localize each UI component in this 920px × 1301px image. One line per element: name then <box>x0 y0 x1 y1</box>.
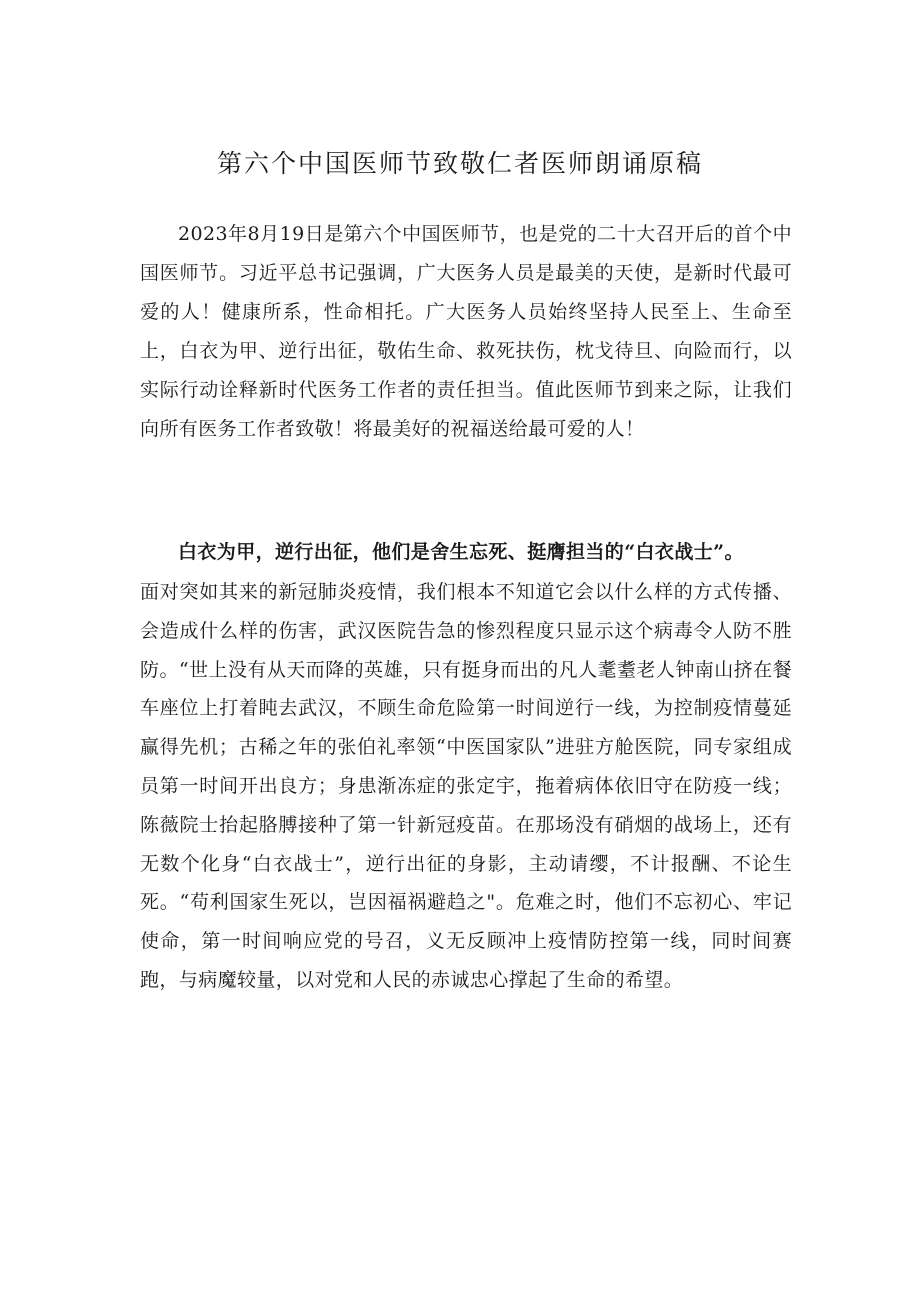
document-title: 第六个中国医师节致敬仁者医师朗诵原稿 <box>216 149 703 178</box>
intro-paragraph: 2023年8月19日是第六个中国医师节，也是党的二十大召开后的首个中国医师节。习近平总书记强调，广大医务人员是最美的天使，是新时代最可爱的人！健康所系，性命相托。广大医务人员始终坚持人民至上、生命至上，白衣为甲、逆行出征，敬佑生命、救死扶伤，枕戈待旦、向险而行，以实际行动诠释新时代医务工作者的责任担当。值此医师节到来之际，让我们向所有医务工作者致敬！将最美好的祝福送给最可爱的人！ <box>140 223 792 440</box>
section-heading: 白衣为甲，逆行出征，他们是舍生忘死、挺膺担当的“白衣战士”。 <box>178 541 744 563</box>
section-paragraph: 面对突如其来的新冠肺炎疫情，我们根本不知道它会以什么样的方式传播、会造成什么样的伤害，武汉医院告急的惨烈程度只显示这个病毒令人防不胜防。“世上没有从天而降的英雄，只有挺身而出的凡人耄耋老人钟南山挤在餐车座位上打着盹去武汉，不顾生命危险第一时间逆行一线，为控制疫情蔓延赢得先机；古稀之年的张伯礼率领“中医国家队”进驻方舱医院，同专家组成员第一时间开出良方；身患渐冻症的张定宇，拖着病体依旧守在防疫一线；陈薇院士抬起胳膊接种了第一针新冠疫苗。在那场没有硝烟的战场上，还有无数个化身“白衣战士”，逆行出征的身影，主动请缨，不计报酬、不论生死。“苟利国家生死以，岂因福祸避趋之"。危难之时，他们不忘初心、牢记使命，第一时间响应党的号召，义无反顾冲上疫情防控第一线，同时间赛跑，与病魔较量，以对党和人民的赤诚忠心撑起了生命的希望。 <box>140 581 792 991</box>
